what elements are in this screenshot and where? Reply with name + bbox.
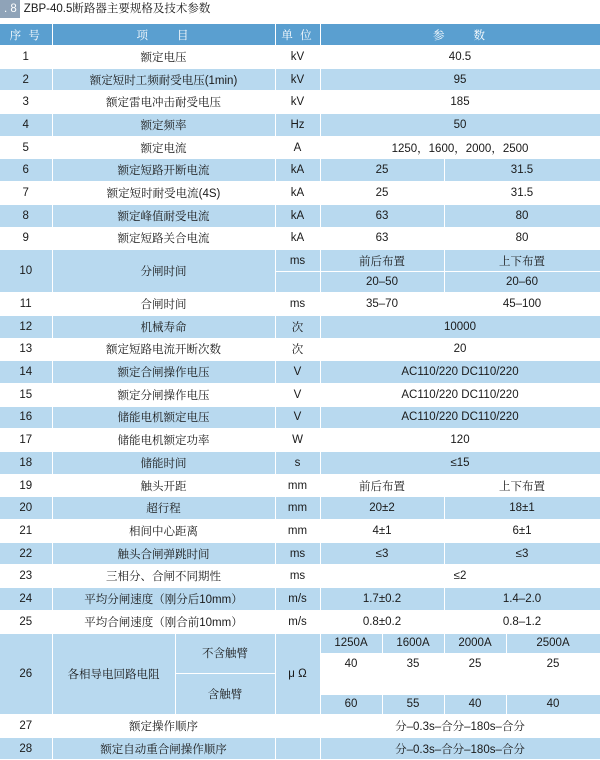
- table-row: [0, 474, 600, 497]
- row-value-1: 25: [320, 182, 444, 205]
- row-subheader-1: 前后布置: [320, 250, 444, 272]
- row-unit: [275, 715, 320, 738]
- row-item: 额定短时耐受电流(4S): [52, 182, 275, 205]
- row-number: 26: [0, 633, 52, 715]
- row-value: 分–0.3s–合分–180s–合分: [320, 737, 600, 760]
- row-unit: kV: [275, 91, 320, 114]
- row-item: 各相导电回路电阻: [52, 633, 175, 715]
- row-subitem-without-arm: 不含触臂: [175, 633, 275, 674]
- row-unit: m/s: [275, 588, 320, 611]
- row-value-2: 1.4–2.0: [444, 588, 600, 611]
- row-item: 合闸时间: [52, 293, 275, 316]
- row-item: 触头合闸弹跳时间: [52, 542, 275, 565]
- resistance-with-arm: 60: [320, 694, 382, 714]
- row-item: 额定频率: [52, 114, 275, 137]
- row-unit: [275, 737, 320, 760]
- blank-cell: [506, 674, 600, 694]
- resistance-without-arm: 35: [382, 653, 444, 673]
- row-unit: ms: [275, 542, 320, 565]
- row-item: 机械寿命: [52, 315, 275, 338]
- row-value: 95: [320, 68, 600, 91]
- row-item: 额定短路电流开断次数: [52, 338, 275, 361]
- table-row: [0, 588, 600, 611]
- row-value-1: 63: [320, 227, 444, 250]
- row-value-2: 31.5: [444, 159, 600, 182]
- row-value: 40.5: [320, 46, 600, 69]
- row-number: 6: [0, 159, 52, 182]
- row-value: 185: [320, 91, 600, 114]
- table-row: [0, 542, 600, 565]
- current-rating: 1250A: [320, 633, 382, 653]
- row-unit: kA: [275, 204, 320, 227]
- row-value-2: 80: [444, 204, 600, 227]
- row-value-2: 18±1: [444, 497, 600, 520]
- row-unit: 次: [275, 315, 320, 338]
- current-rating: 1600A: [382, 633, 444, 653]
- row-number: 17: [0, 429, 52, 452]
- table-row: [0, 520, 600, 543]
- table-caption: [0, 0, 600, 20]
- row-value-1: 20–50: [320, 272, 444, 293]
- table-row: [0, 361, 600, 384]
- table-row: [0, 383, 600, 406]
- row-item: 额定电压: [52, 46, 275, 69]
- current-rating: 2000A: [444, 633, 506, 653]
- resistance-without-arm: 25: [444, 653, 506, 673]
- row-number: 3: [0, 91, 52, 114]
- row-unit: s: [275, 452, 320, 475]
- table-row: [0, 68, 600, 91]
- row-number: 19: [0, 474, 52, 497]
- row-value-2: ≤3: [444, 542, 600, 565]
- row-number: 23: [0, 565, 52, 588]
- row-value-1: 1.7±0.2: [320, 588, 444, 611]
- row-number: 1: [0, 46, 52, 69]
- row-number: 25: [0, 610, 52, 633]
- row-value-1: 20±2: [320, 497, 444, 520]
- spec-table: [0, 24, 600, 760]
- row-unit: kV: [275, 68, 320, 91]
- row-number: 12: [0, 315, 52, 338]
- row-number: 18: [0, 452, 52, 475]
- table-row: [0, 227, 600, 250]
- resistance-with-arm: 40: [506, 694, 600, 714]
- row-value-1: 63: [320, 204, 444, 227]
- row-item: 储能电机额定电压: [52, 406, 275, 429]
- row-unit: V: [275, 361, 320, 384]
- row-item: 平均分闸速度（刚分后10mm）: [52, 588, 275, 611]
- row-number: 10: [0, 250, 52, 293]
- row-item: 相间中心距离: [52, 520, 275, 543]
- blank-cell: [444, 674, 506, 694]
- row-number: 9: [0, 227, 52, 250]
- row-value: AC110/220 DC110/220: [320, 361, 600, 384]
- row-unit: m/s: [275, 610, 320, 633]
- row-item: 触头开距: [52, 474, 275, 497]
- row-value-1: 4±1: [320, 520, 444, 543]
- row-value: 1250，1600，2000，2500: [320, 136, 600, 159]
- resistance-without-arm: 40: [320, 653, 382, 673]
- row-number: 7: [0, 182, 52, 205]
- table-row: [0, 452, 600, 475]
- row-value-1: 25: [320, 159, 444, 182]
- row-unit: kA: [275, 182, 320, 205]
- row-item: 额定短路关合电流: [52, 227, 275, 250]
- table-row: [0, 406, 600, 429]
- table-row: [0, 136, 600, 159]
- row-item: 额定雷电冲击耐受电压: [52, 91, 275, 114]
- resistance-without-arm: 25: [506, 653, 600, 673]
- table-row: [0, 610, 600, 633]
- row-number: 8: [0, 204, 52, 227]
- header-no: 序 号: [0, 24, 52, 46]
- row-item: 分闸时间: [52, 250, 275, 293]
- row-item: 额定峰值耐受电流: [52, 204, 275, 227]
- row-value-1: 35–70: [320, 293, 444, 316]
- resistance-with-arm: 40: [444, 694, 506, 714]
- row-item: 平均合闸速度（刚合前10mm）: [52, 610, 275, 633]
- table-row: [0, 204, 600, 227]
- row-value: AC110/220 DC110/220: [320, 406, 600, 429]
- row-unit: mm: [275, 520, 320, 543]
- row-number: 14: [0, 361, 52, 384]
- row-item: 额定短时工频耐受电压(1min): [52, 68, 275, 91]
- row-value: 分–0.3s–合分–180s–合分: [320, 715, 600, 738]
- row-number: 28: [0, 737, 52, 760]
- table-row: [0, 293, 600, 316]
- row-item: 额定电流: [52, 136, 275, 159]
- row-value-2: 31.5: [444, 182, 600, 205]
- row-value-2: 80: [444, 227, 600, 250]
- row-unit: A: [275, 136, 320, 159]
- row-item: 额定操作顺序: [52, 715, 275, 738]
- row-item: 三相分、合闸不同期性: [52, 565, 275, 588]
- row-unit: kV: [275, 46, 320, 69]
- row-value: AC110/220 DC110/220: [320, 383, 600, 406]
- row-unit: mm: [275, 474, 320, 497]
- row-number: 16: [0, 406, 52, 429]
- table-row: [0, 338, 600, 361]
- row-subheader-2: 上下布置: [444, 250, 600, 272]
- row-number: 27: [0, 715, 52, 738]
- row-value: 20: [320, 338, 600, 361]
- row-value: 50: [320, 114, 600, 137]
- table-row: [0, 715, 600, 738]
- row-item: 额定短路开断电流: [52, 159, 275, 182]
- row-unit: mm: [275, 497, 320, 520]
- row-unit: μ Ω: [275, 633, 320, 715]
- row-value-2: 0.8–1.2: [444, 610, 600, 633]
- table-row: [0, 497, 600, 520]
- row-number: 4: [0, 114, 52, 137]
- row-unit: kA: [275, 159, 320, 182]
- row-value: ≤2: [320, 565, 600, 588]
- row-value: 120: [320, 429, 600, 452]
- row-item: 储能时间: [52, 452, 275, 475]
- table-row: [0, 429, 600, 452]
- table-row: [0, 250, 600, 272]
- row-number: 22: [0, 542, 52, 565]
- row-unit: V: [275, 383, 320, 406]
- row-unit: W: [275, 429, 320, 452]
- row-value-1: 0.8±0.2: [320, 610, 444, 633]
- row-number: 24: [0, 588, 52, 611]
- header-item: 项 目: [52, 24, 275, 46]
- row-number: 13: [0, 338, 52, 361]
- blank-cell: [320, 674, 382, 694]
- blank-cell: [382, 674, 444, 694]
- caption-title: ZBP-40.5断路器主要规格及技术参数: [23, 3, 211, 15]
- row-number: 2: [0, 68, 52, 91]
- row-item: 超行程: [52, 497, 275, 520]
- table-row: [0, 114, 600, 137]
- row-value: ≤15: [320, 452, 600, 475]
- table-row: [0, 565, 600, 588]
- row-item: 额定自动重合闸操作顺序: [52, 737, 275, 760]
- row-number: 15: [0, 383, 52, 406]
- table-row: [0, 633, 600, 653]
- row-item: 额定合闸操作电压: [52, 361, 275, 384]
- row-unit: ms: [275, 565, 320, 588]
- row-unit-blank: [275, 272, 320, 293]
- row-unit: Hz: [275, 114, 320, 137]
- row-unit: kA: [275, 227, 320, 250]
- row-number: 21: [0, 520, 52, 543]
- row-number: 5: [0, 136, 52, 159]
- caption-marker: . 8: [0, 0, 20, 18]
- row-value-2: 20–60: [444, 272, 600, 293]
- header-unit: 单 位: [275, 24, 320, 46]
- row-number: 20: [0, 497, 52, 520]
- current-rating: 2500A: [506, 633, 600, 653]
- row-unit: ms: [275, 293, 320, 316]
- row-value: 10000: [320, 315, 600, 338]
- header-params: 参 数: [320, 24, 600, 46]
- row-unit: V: [275, 406, 320, 429]
- row-subitem-with-arm: 含触臂: [175, 674, 275, 715]
- row-value-1: ≤3: [320, 542, 444, 565]
- row-item: 储能电机额定功率: [52, 429, 275, 452]
- row-number: 11: [0, 293, 52, 316]
- table-row: [0, 159, 600, 182]
- table-row: [0, 737, 600, 760]
- table-row: [0, 315, 600, 338]
- row-unit: ms: [275, 250, 320, 272]
- row-value-1: 前后布置: [320, 474, 444, 497]
- table-row: [0, 46, 600, 69]
- row-unit: 次: [275, 338, 320, 361]
- row-value-2: 45–100: [444, 293, 600, 316]
- row-value-2: 上下布置: [444, 474, 600, 497]
- table-row: [0, 182, 600, 205]
- row-item: 额定分闸操作电压: [52, 383, 275, 406]
- table-row: [0, 91, 600, 114]
- row-value-2: 6±1: [444, 520, 600, 543]
- header-row: [0, 24, 600, 46]
- resistance-with-arm: 55: [382, 694, 444, 714]
